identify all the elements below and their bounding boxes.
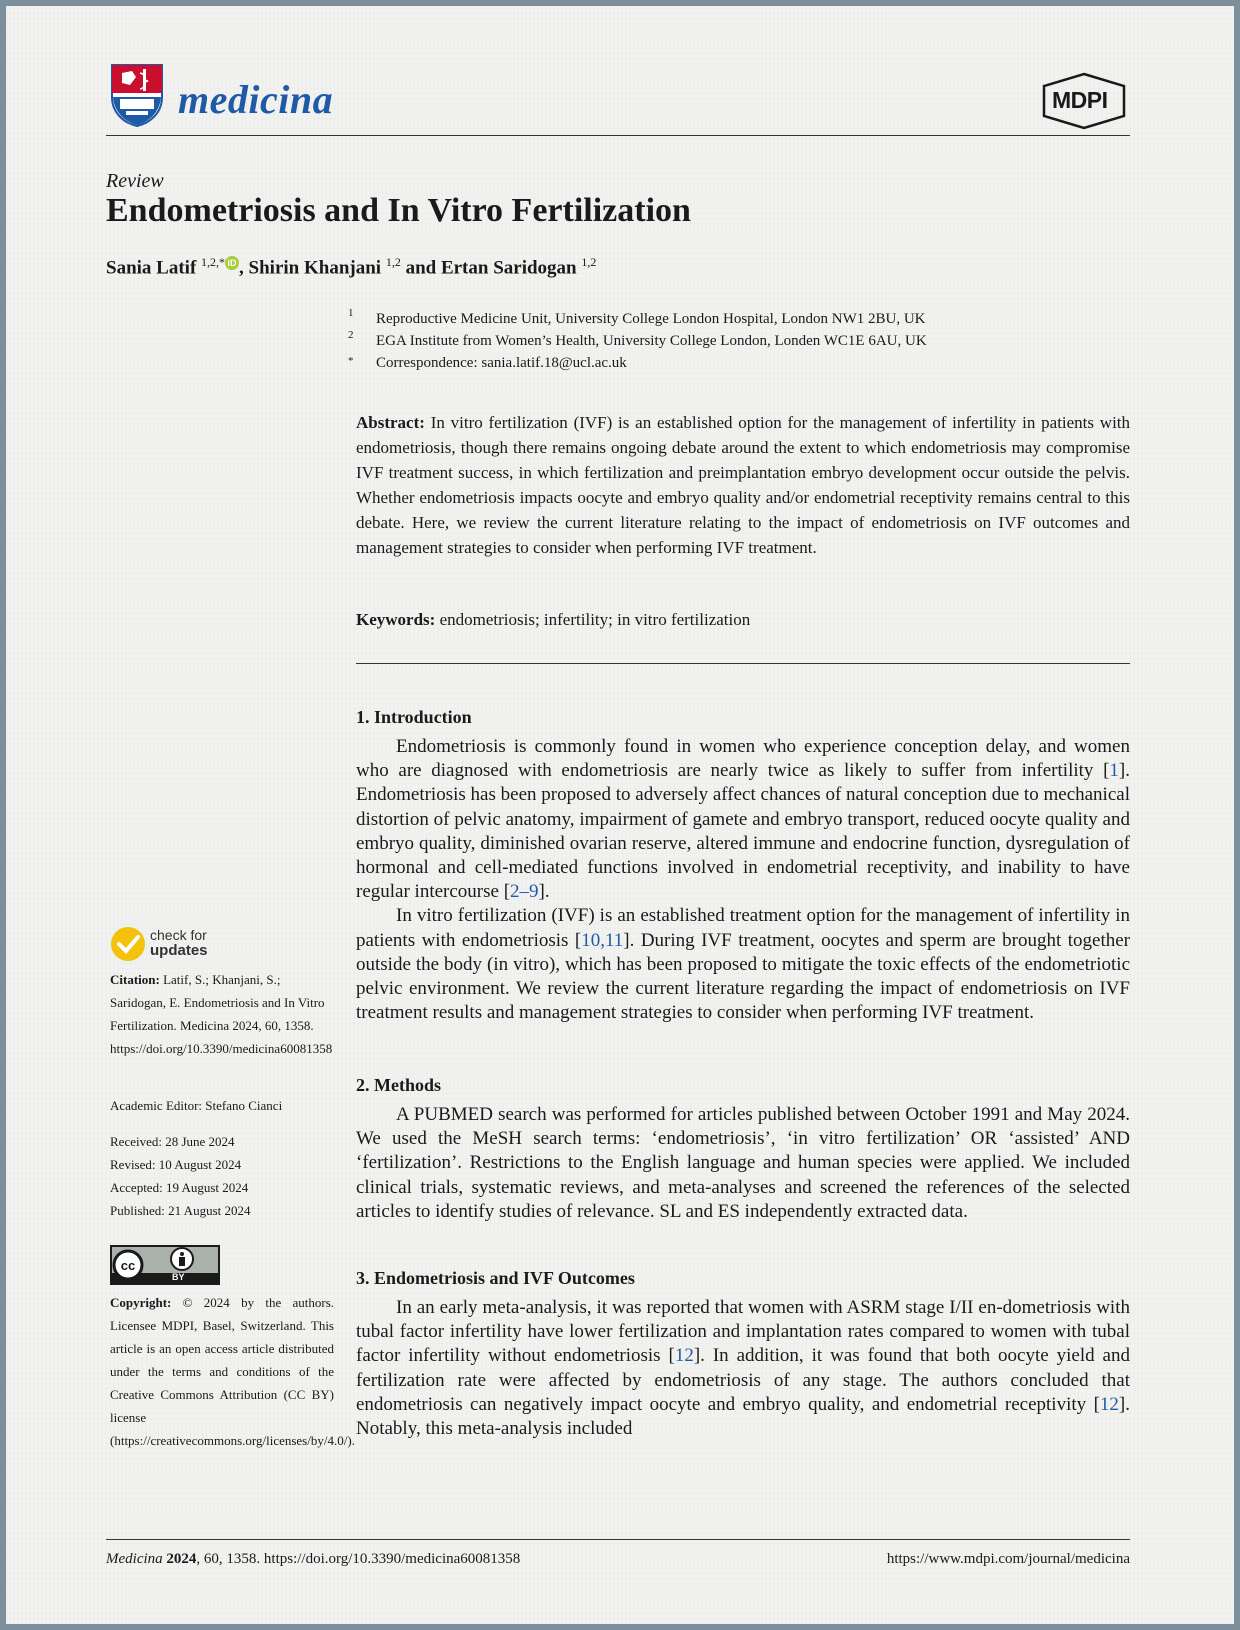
check-for-updates-icon[interactable] — [110, 926, 146, 962]
received-date: Received: 28 June 2024 — [110, 1134, 235, 1149]
footer-journal-url[interactable]: https://www.mdpi.com/journal/medicina — [886, 1551, 1130, 1567]
publisher-logo — [1040, 72, 1128, 130]
orcid-icon[interactable]: iD — [225, 256, 239, 270]
paragraph: Endometriosis is commonly found in women who experience conception delay, and women who are diagnosed with endometriosis are nearly twice as likely to suffer from infertility [1]. Endometriosis has been proposed to adversely affect chances of natural conception due to mechanical distortion of pelvic anatomy, impairment of gamete and embryo transport, reduced oocyte quality and embryo quality, diminished ovarian reserve, altered immune and endocrine function, dysregulation of hormonal and cell-mediated functions involved in endometrial receptivity, and inability to have regular intercourse [2–9]. — [356, 736, 1130, 903]
citation-text: Latif, S.; Khanjani, S.; Saridogan, E. Endometriosis and In Vitro Fertilization. Medicina 2024, 60, 1358. https://doi.org/10.3390/medicina60081358 — [110, 972, 333, 1056]
author-name: Sania Latif — [106, 257, 197, 279]
author-affil-sup: 1,2 — [385, 255, 401, 269]
page — [6, 6, 1234, 1624]
reference-link[interactable]: 12 — [674, 1345, 694, 1367]
footer-doi[interactable]: , 60, 1358. https://doi.org/10.3390/medicina60081358 — [196, 1551, 521, 1567]
reference-link[interactable]: 2–9 — [510, 881, 539, 903]
correspondence-text: Correspondence: sania.latif.18@ucl.ac.uk — [376, 355, 627, 371]
outcomes-body — [356, 1296, 1130, 1441]
copyright-label: Copyright: — [110, 1295, 172, 1310]
reference-link[interactable]: 1 — [1109, 760, 1119, 782]
journal-name: medicina — [178, 77, 334, 122]
keywords-text: endometriosis; infertility; in vitro fertilization — [439, 610, 751, 629]
abstract-rule — [356, 663, 1130, 664]
published-date: Published: 21 August 2024 — [110, 1203, 251, 1218]
check-for-updates[interactable] — [150, 928, 208, 958]
author-list — [106, 255, 596, 279]
section-heading-outcomes: 3. Endometriosis and IVF Outcomes — [356, 1268, 635, 1288]
abstract-label: Abstract: — [356, 413, 425, 432]
copyright-text: © 2024 by the authors. Licensee MDPI, Basel, Switzerland. This article is an open access article distributed under the terms and conditions of the Creative Commons Attribution (CC BY) license (https://creativecommons.org/licenses/by/4.0/). — [110, 1295, 355, 1448]
svg-text:cc: cc — [120, 1258, 136, 1273]
abstract-text: In vitro fertilization (IVF) is an established option for the management of infertility in patients with endometriosis, though there remains ongoing debate around the extent to which endometriosis may compromise IVF treatment success, in which fertilization and preimplantation embryo development occur outside the pelvis. Whether endometriosis impacts oocyte and embryo quality and/or endometrial receptivity remains central to this debate. Here, we review the current literature relating to the impact of endometriosis on IVF outcomes and management strategies to consider when performing IVF treatment. — [356, 413, 1131, 557]
affiliation-text: Reproductive Medicine Unit, University College London Hospital, London NW1 2BU, UK — [376, 311, 926, 327]
author-affil-sup: 1,2 — [581, 255, 597, 269]
cc-by-icon — [110, 1245, 220, 1285]
article-title: Endometriosis and In Vitro Fertilization — [106, 192, 691, 229]
keywords-label: Keywords: — [356, 610, 436, 629]
reference-link[interactable]: 12 — [1099, 1393, 1119, 1415]
academic-editor: Academic Editor: Stefano Cianci — [110, 1098, 283, 1113]
journal-shield-logo — [110, 63, 164, 127]
author-name: Ertan Saridogan — [440, 257, 577, 279]
introduction-body — [356, 735, 1130, 1025]
footer-journal: Medicina — [106, 1551, 163, 1567]
affiliation-number: 1 — [348, 307, 354, 319]
paragraph: A PUBMED search was performed for articles published between October 1991 and May 2024. We used the MeSH search terms: ‘endometriosis’, ‘in vitro fertilization’ OR ‘assisted’ AND ‘fertilization’. Restrictions to the English language and human species were applied. We included clinical trials, systematic reviews, and meta-analyses and screened the references of the selected articles to identify studies of relevance. SL and ES independently extracted data. — [356, 1104, 1130, 1222]
footer-year: 2024 — [166, 1551, 197, 1567]
section-heading-methods: 2. Methods — [356, 1075, 441, 1095]
affiliation-number: * — [348, 355, 354, 367]
accepted-date: Accepted: 19 August 2024 — [110, 1180, 249, 1195]
affiliation-text: EGA Institute from Women’s Health, University College London, Londen WC1E 6AU, UK — [376, 333, 927, 349]
citation-block — [110, 968, 334, 1060]
abstract — [356, 410, 1130, 560]
author-separator: and — [405, 257, 437, 279]
cc-by-label: BY — [172, 1272, 185, 1282]
article-type: Review — [106, 170, 164, 192]
author-separator: , — [239, 257, 244, 279]
paragraph: In vitro fertilization (IVF) is an established treatment option for the management of infertility in patients with endometriosis [10,11]. During IVF treatment, oocytes and sperm are brought together outside the body (in vitro), which has been proposed to mitigate the toxic effects of the endometriotic pelvic environment. We review the current literature regarding the impact of endometriosis on IVF treatment results and management strategies to consider when performing IVF treatment. — [356, 905, 1130, 1024]
methods-body — [356, 1103, 1130, 1224]
revised-date: Revised: 10 August 2024 — [110, 1157, 242, 1172]
author-affil-sup: 1,2,* — [201, 255, 226, 269]
mdpi-logo-text: MDPI — [1052, 87, 1108, 113]
footer-rule — [106, 1539, 1130, 1540]
copyright-block — [110, 1291, 355, 1452]
paragraph: In an early meta-analysis, it was reported that women with ASRM stage I/II en-dometriosis with tubal factor infertility have lower fertilization and implantation rates compared to women with tubal factor infertility without endometriosis [12]. In addition, it was found that both oocyte yield and fertilization rate were affected by endometriosis of any stage. The authors concluded that endometriosis can negatively impact oocyte and embryo quality, and endometrial receptivity [12]. Notably, this meta-analysis included — [356, 1297, 1130, 1440]
cc-by-license-badge[interactable] — [110, 1245, 220, 1285]
updates-label: updates — [150, 942, 208, 959]
section-heading-introduction: 1. Introduction — [356, 707, 472, 727]
check-for-label: check for — [150, 927, 207, 943]
header-rule — [106, 135, 1130, 136]
affiliation-number: 2 — [348, 329, 354, 341]
footer-citation — [106, 1551, 520, 1568]
citation-label: Citation: — [110, 972, 160, 987]
reference-link[interactable]: 10,11 — [581, 929, 624, 951]
keywords — [356, 610, 1130, 630]
author-name: Shirin Khanjani — [248, 257, 382, 279]
